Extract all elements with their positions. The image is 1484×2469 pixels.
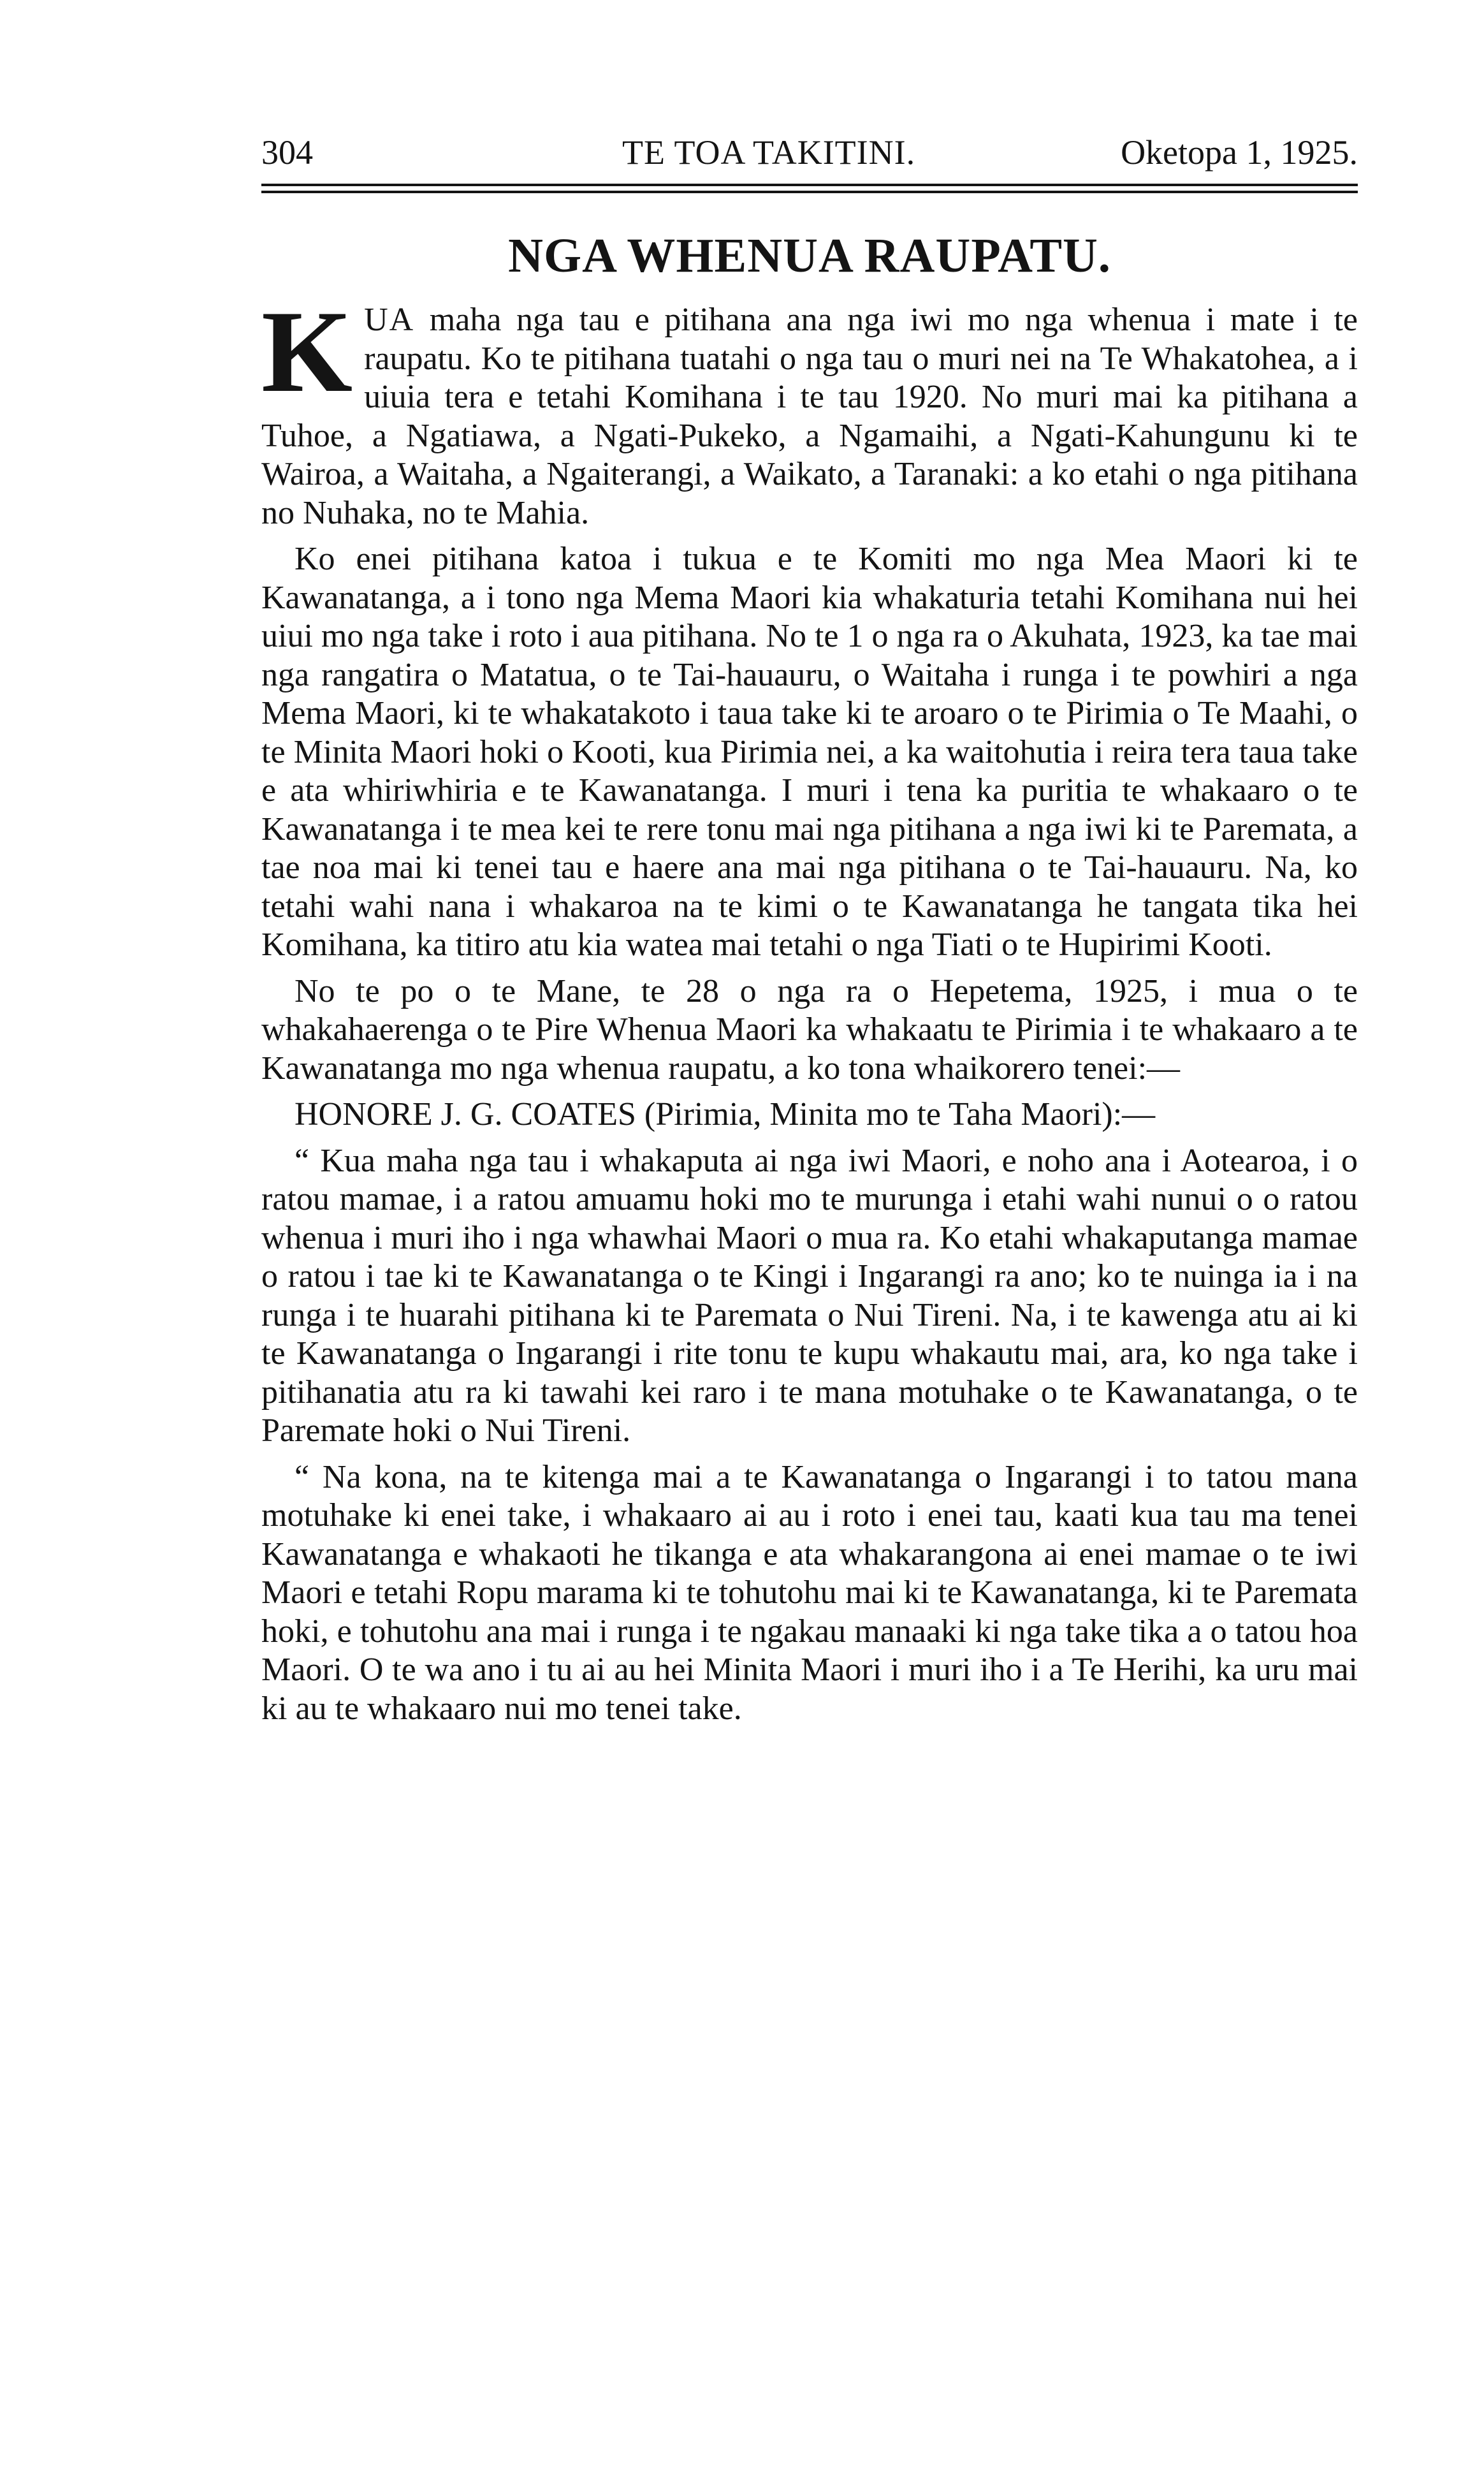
paragraph-1 [261, 286, 1358, 532]
quote-paragraph-2: “ Na kona, na te kitenga mai a te Kawanatanga o Ingarangi i to tatou mana motuhake ki enei take, i whakaaro ai au i roto i enei tau, kaati kua tau ma tenei Kawanatanga e whakaoti he tikanga e ata whakarangona ai enei mamae o te iwi Maori e tetahi Ropu marama ki te tohutohu mai ki te Kawanatanga, ki te Paremata hoki, e tohutohu ana mai i runga i te ngakau manaaki ki nga take tika a o tatou hoa Maori. O te wa ano i tu ai au hei Minita Maori i muri iho i a Te Herihi, ka uru mai ki au te whakaaro nui mo tenei take. [261, 1458, 1358, 1727]
page-number: 304 [261, 133, 313, 172]
speaker-line [261, 1095, 1358, 1134]
issue-date: Oketopa 1, 1925. [1121, 133, 1358, 172]
publication-title: TE TOA TAKITINI. [622, 133, 916, 172]
paragraph-1-text: maha nga tau e pitihana ana nga iwi mo nga whenua i mate i te raupatu. Ko te pitihana tuatahi o nga tau o muri nei na Te Whakatohea, a i uiuia tera e tetahi Komihana i te tau 1920. No muri mai ka pitihana a Tuhoe, a Ngatiawa, a Ngati-Pukeko, a Ngamaihi, a Ngati-Kahungunu ki te Wairoa, a Waitaha, a Ngaiterangi, a Waikato, a Taranaki: a ko etahi o nga pitihana no Nuhaka, no te Mahia. [261, 302, 1358, 531]
header-rule-bottom [261, 191, 1358, 193]
paragraph-2: Ko enei pitihana katoa i tukua e te Komiti mo nga Mea Maori ki te Kawanatanga, a i tono nga Mema Maori kia whakaturia tetahi Komihana nui hei uiui mo nga take i roto i aua pitihana. No te 1 o nga ra o Akuhata, 1923, ka tae mai nga rangatira o Matatua, o te Tai-hauauru, o Waitaha i runga i te powhiri a nga Mema Maori, ki te whakatakoto i taua take ki te aroaro o te Pirimia o Te Maahi, o te Minita Maori hoki o Kooti, kua Pirimia nei, a ka waitohutia i reira tera taua take e ata whiriwhiria e te Kawanatanga. I muri i tena ka puritia te whakaaro o te Kawanatanga i te mea kei te rere tonu mai nga pitihana a nga iwi ki te Paremata, a tae noa mai ki tenei tau e haere ana mai nga pitihana o te Tai-hauauru. Na, ko tetahi wahi nana i whakaroa na te kimi o te Kawanatanga he tangata tika hei Komihana, ka titiro atu kia watea mai tetahi o nga Tiati o te Hupirimi Kooti. [261, 541, 1358, 963]
speaker-title: (Pirimia, Minita mo te Taha Maori):— [644, 1096, 1156, 1132]
quote-paragraph-1: “ Kua maha nga tau i whakaputa ai nga iwi Maori, e noho ana i Aotearoa, i o ratou mamae, i a ratou amuamu hoki mo te murunga i etahi wahi nunui o o ratou whenua i muri iho i nga whawhai Maori o mua ra. Ko etahi whakaputanga mamae o ratou i tae ki te Kawanatanga o te Kingi i Ingarangi ra ano; ko te nuinga ia i na runga i te huarahi pitihana ki te Paremata o Nui Tireni. Na, i te kawenga atu ai ki te Kawanatanga o Ingarangi i rite tonu te kupu whakautu mai, ara, ko nga take i pitihanatia atu ra ki tawahi kei raro i te mana motuhake o te Kawanatanga, o te Paremate hoki o Nui Tireni. [261, 1142, 1358, 1449]
drop-cap: K [261, 286, 353, 416]
article-body [261, 286, 1358, 1736]
article-title: NGA WHENUA RAUPATU. [508, 229, 1111, 282]
lead-caps: UA [364, 302, 415, 338]
paragraph-3: No te po o te Mane, te 28 o nga ra o Hepetema, 1925, i mua o te whakahaerenga o te Pire Whenua Maori ka whakaatu te Pirimia i te whakaaro a te Kawanatanga mo nga whenua raupatu, a ko tona whaikorero tenei:— [261, 972, 1358, 1087]
page-header [261, 133, 1358, 177]
header-rule-top [261, 184, 1358, 186]
newspaper-page [261, 0, 1358, 2469]
speaker-name: HONORE J. G. COATES [295, 1096, 636, 1132]
